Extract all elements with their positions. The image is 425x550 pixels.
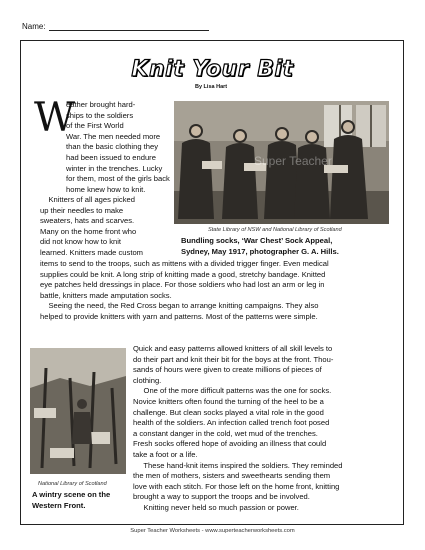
text-line: challenge. But clean socks played a vital role in the good	[133, 407, 324, 417]
text-line: sands of hours were given to create millions of pieces of	[133, 365, 322, 375]
name-blank-line[interactable]	[49, 22, 209, 31]
photo2-credit: National Library of Scotland	[38, 481, 107, 487]
footer-credit: Super Teacher Worksheets - www.superteacherworksheets.com	[130, 528, 295, 534]
text-line: a constant danger in the cold, wet mud of the trenches.	[133, 428, 318, 438]
photo1-caption: Bundling socks, ‘War Chest’ Sock Appeal, Sydney, May 1917, photographer G. A. Hills.	[181, 236, 339, 256]
text-line: winter in the trenches. Lucky	[66, 163, 163, 173]
drop-cap: W	[34, 95, 76, 141]
photo-watermark: Super Teacher	[254, 154, 332, 168]
text-line: War. The men needed more	[66, 131, 161, 141]
knitting-women-photo	[174, 101, 389, 224]
text-line: of the First World	[66, 121, 124, 131]
text-line: battle, knitters made amputation socks.	[40, 290, 172, 300]
text-line: ships to the soldiers	[66, 110, 134, 120]
name-field[interactable]	[22, 22, 209, 31]
text-line: Fresh socks offered hope of avoiding an illness that could	[133, 439, 327, 449]
page-title: Knit Your Bit	[131, 57, 294, 82]
photo1-credit: State Library of NSW and National Library of Scotland	[208, 227, 342, 233]
paragraph-knitters	[40, 195, 143, 259]
text-line: had been issued to endure	[66, 152, 156, 162]
text-line: eather brought hard-	[66, 100, 136, 109]
text-line: home knew how to knit.	[66, 184, 146, 194]
name-label: Name:	[22, 22, 46, 31]
text-line: clothing.	[133, 375, 162, 385]
text-line: items to send to the troops, such as mittens with a divided trigger finger. Even medical	[40, 259, 329, 268]
text-line: for them, most of the girls back	[66, 174, 170, 184]
western-front-photo	[30, 348, 126, 474]
paragraph-right-column	[133, 344, 343, 514]
text-line: love with each stitch. For those left on the home front, knitting	[133, 481, 340, 491]
photo2-caption: A wintry scene on the Western Front.	[32, 490, 111, 510]
text-line: Knitters of all ages picked	[40, 195, 135, 204]
text-line: Many on the home front who	[40, 226, 137, 236]
text-line: learned. Knitters made custom	[40, 247, 143, 257]
text-line: brought a way to support the troops and be involved.	[133, 492, 310, 502]
text-line: health of the soldiers. An infection called trench foot posed	[133, 418, 330, 428]
text-line: Seeing the need, the Red Cross began to arrange knitting campaigns. They also	[40, 301, 319, 311]
text-line: eye patches held dressings in place. For those soldiers who had lost an arm or leg in	[40, 280, 325, 290]
text-line: Novice knitters often found the turning of the heel to be a	[133, 396, 324, 406]
text-line: the men of mothers, sisters and sweethearts sending them	[133, 471, 331, 481]
text-line: Knitting never held so much passion or power.	[133, 502, 299, 512]
text-line: One of the more difficult patterns was the one for socks.	[133, 386, 332, 396]
text-line: did not know how to knit	[40, 237, 122, 247]
text-line: than the basic clothing they	[66, 142, 159, 152]
text-line: do their part and knit their bit for the boys at the front. Thou-	[133, 354, 334, 364]
text-line: take a foot or a life.	[133, 449, 198, 459]
text-line: supplies could be knit. A long strip of knitting made a good, stretchy bandage. Knitted	[40, 269, 326, 279]
paragraph-intro	[66, 100, 170, 195]
text-line: Quick and easy patterns allowed knitters of all skill levels to	[133, 344, 333, 353]
text-line: up their needles to make	[40, 205, 124, 215]
text-line: helped to provide knitters with yarn and patterns. Most of the patterns were simple.	[40, 311, 318, 321]
paragraph-knitters-continued	[40, 259, 329, 323]
text-line: These hand-knit items inspired the soldiers. They reminded	[133, 460, 343, 470]
byline: By Lisa Hart	[195, 84, 228, 90]
text-line: sweaters, hats and scarves.	[40, 216, 135, 226]
